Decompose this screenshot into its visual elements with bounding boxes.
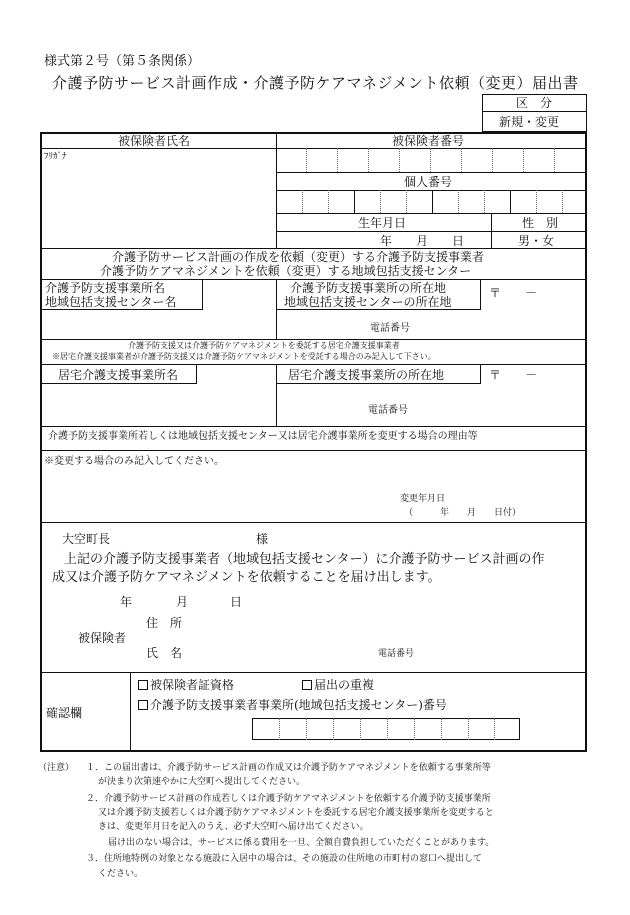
insured-name-label: 被保険者氏名 [118,134,191,148]
section-heading-line1: 介護予防サービス計画の作成を依頼（変更）する介護予防支援事業者 [112,250,485,264]
home-care-phone-label: 電話番号 [368,405,408,416]
sex-label: 性 別 [522,216,559,230]
personal-number-label: 個人番号 [404,175,453,189]
provider-number-field[interactable] [252,718,520,740]
date-month[interactable]: 月 [176,595,189,609]
provider-name-label-2: 地域包括支援センター名 [45,295,177,309]
provider-addr-label-2: 地域包括支援センターの所在地 [284,295,452,309]
kubun-value[interactable]: 新規・変更 [499,115,560,129]
note-1-line1: １．この届出書は、介護予防サービス計画の作成又は介護予防ケアマネジメントを依頼する事業所等 [86,763,491,773]
home-care-addr-label: 居宅介護支援事業所の所在地 [288,368,445,382]
note-2-line4: 届け出のない場合は、サービスに係る費用を一旦、全額自費負担していただくことがあります。 [108,838,495,848]
check-insured-cert[interactable]: 被保険者証資格 [138,679,234,691]
confirmation-label: 確認欄 [46,706,83,720]
check-duplicate[interactable]: 届出の重複 [302,679,374,691]
change-date-field[interactable]: （ 年 月 日付） [404,508,522,518]
checkbox-icon [138,680,148,690]
birthdate-field[interactable]: 年 月 日 [380,234,465,248]
insured-label: 被保険者 [78,631,127,645]
insured-name-sign-label: 氏 名 [146,646,183,660]
home-care-name-field[interactable] [42,386,274,424]
form-title: 介護予防サービス計画作成・介護予防ケアマネジメント依頼（変更）届出書 [52,74,579,92]
note-2-line2: 又は介護予防支援若しくは介護予防ケアマネジメントを委託する居宅介護支援事業所を変更すると [98,808,494,818]
honorific: 様 [256,532,269,546]
declaration-phone-label: 電話番号 [378,649,415,659]
home-care-postal[interactable]: 〒 － [489,368,538,382]
check-provider-number[interactable]: 介護予防支援事業者事業所(地域包括支援センター)番号 [138,699,447,711]
home-care-name-label: 居宅介護支援事業所名 [58,368,179,382]
checkbox-icon [302,680,312,690]
insured-name-field[interactable] [42,165,274,247]
birthdate-label: 生年月日 [358,216,407,230]
furigana-label: ﾌﾘｶﾞﾅ [44,152,67,162]
change-reason-note: ※変更する場合のみ記入してください。 [44,456,224,467]
section-heading-line2: 介護予防ケアマネジメントを依頼（変更）する地域包括支援センター [100,264,472,278]
change-reason-label: 介護予防支援事業所若しくは地域包括支援センター又は居宅介護事業所を変更する場合の理由等 [48,431,478,442]
note-1-line2: が決まり次第速やかに大空町へ提出してください。 [98,777,306,787]
provider-addr-label-1: 介護予防支援事業所の所在地 [290,281,447,295]
checkbox-icon [138,700,148,710]
insured-address-label: 住 所 [146,616,183,630]
insured-number-label: 被保険者番号 [392,134,465,148]
sex-options[interactable]: 男・女 [518,234,555,248]
provider-phone-label: 電話番号 [370,323,410,334]
date-day[interactable]: 日 [230,595,243,609]
provider-name-label-1: 介護予防支援事業所名 [45,281,166,295]
provider-name-field[interactable] [42,311,274,338]
declaration-line2: 成又は介護予防ケアマネジメントを依頼することを届け出します。 [52,570,441,585]
form-code: 様式第２号（第５条関係） [44,54,201,69]
declaration-line1: 上記の介護予防支援事業者（地域包括支援センター）に介護予防サービス計画の作 [64,552,545,567]
note-3-line1: ３．住所地特例の対象となる施設に入居中の場合は、その施設の住所地の市町村の窓口へ提出して [86,854,483,864]
date-year[interactable]: 年 [120,595,133,609]
note-3-line2: ください。 [98,869,144,879]
commission-note-line2: ※居宅介護支援事業者が介護予防支援又は介護予防ケアマネジメントを受託する場合のみ記入して下さい。 [52,352,436,361]
addressee: 大空町長 [62,532,111,546]
note-2-line3: きは、変更年月日を記入のうえ、必ず大空町へ届け出てください。 [98,822,369,832]
notes-header: （注意） [38,763,75,773]
change-date-label: 変更年月日 [400,494,446,504]
commission-note-line1: 介護予防支援又は介護予防ケアマネジメントを委託する居宅介護支援事業者 [128,341,400,350]
note-2-line1: ２．介護予防サービス計画の作成若しくは介護予防ケアマネジメントを依頼する介護予防支援事業所 [86,794,491,804]
kubun-label: 区 分 [516,96,553,110]
provider-postal[interactable]: 〒 － [489,286,538,300]
